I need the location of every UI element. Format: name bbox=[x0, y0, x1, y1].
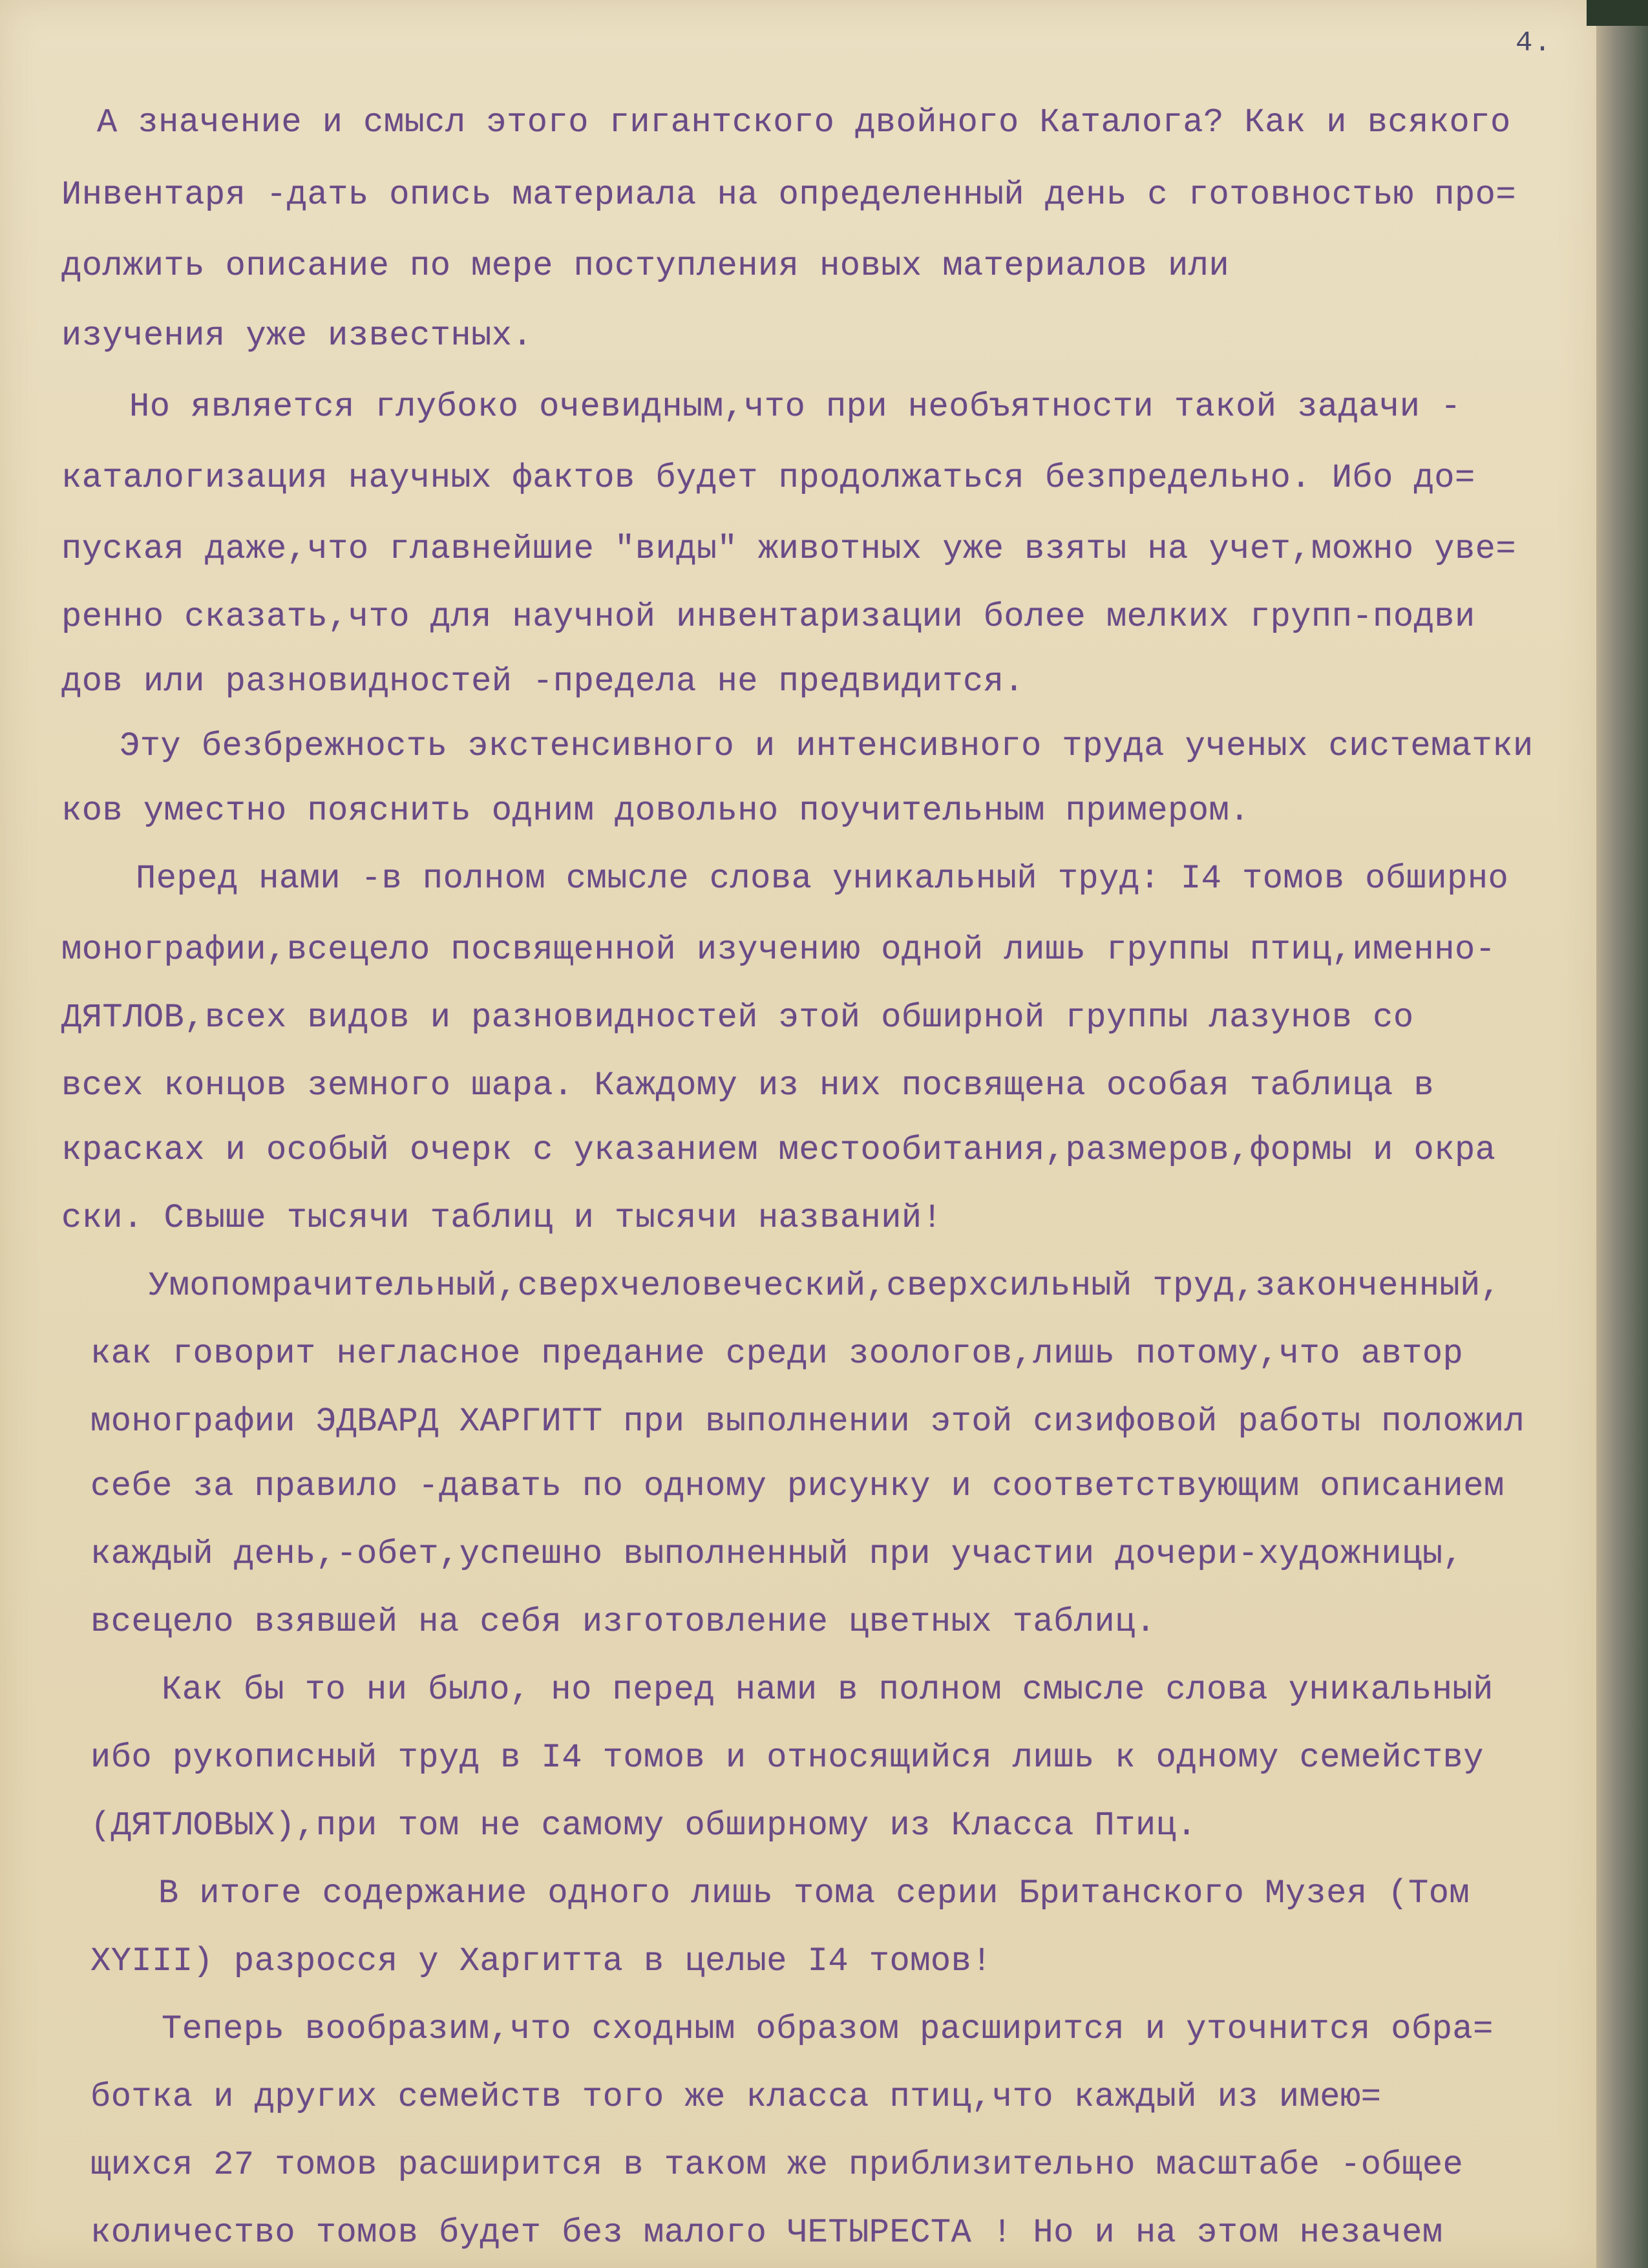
text-line: всецело взявшей на себя изготовление цветных таблиц. bbox=[90, 1603, 1156, 1641]
text-line: Теперь вообразим,что сходным образом расширится и уточнится обра= bbox=[162, 2010, 1494, 2048]
text-line: монографии,всецело посвященной изучению одной лишь группы птиц,именно- bbox=[61, 931, 1496, 969]
text-line: А значение и смысл этого гигантского двойного Каталога? Как и всякого bbox=[97, 103, 1511, 142]
text-line: дов или разновидностей -предела не предвидится. bbox=[61, 662, 1025, 701]
text-line: Эту безбрежность экстенсивного и интенсивного труда ученых систематки bbox=[120, 727, 1534, 765]
text-line: каждый день,-обет,успешно выполненный при участии дочери-художницы, bbox=[90, 1535, 1464, 1573]
text-line: Инвентаря -дать опись материала на определенный день с готовностью про= bbox=[61, 176, 1517, 214]
text-line: Как бы то ни было, но перед нами в полном смысле слова уникальный bbox=[162, 1671, 1494, 1709]
text-line: В итоге содержание одного лишь тома серии Британского Музея (Том bbox=[158, 1874, 1470, 1913]
text-line: изучения уже известных. bbox=[61, 317, 533, 355]
page-edge-shadow bbox=[1596, 0, 1648, 2268]
text-line: (ДЯТЛОВЫХ),при том не самому обширному из Класса Птиц. bbox=[90, 1807, 1198, 1845]
text-line: всех концов земного шара. Каждому из них посвящена особая таблица в bbox=[61, 1066, 1435, 1105]
text-line: количество томов будет без малого ЧЕТЫРЕСТА ! Но и на этом незачем bbox=[90, 2214, 1443, 2252]
text-line: ботка и других семейств того же класса птиц,что каждый из имею= bbox=[90, 2078, 1382, 2116]
text-line: себе за правило -давать по одному рисунку и соответствующим описанием bbox=[90, 1467, 1505, 1505]
text-line: ков уместно пояснить одним довольно поучительным примером. bbox=[61, 792, 1250, 830]
text-line: щихся 27 томов расширится в таком же приблизительно масштабе -общее bbox=[90, 2146, 1464, 2184]
text-line: ренно сказать,что для научной инвентаризации более мелких групп-подви bbox=[61, 598, 1475, 636]
text-line: пуская даже,что главнейшие "виды" животных уже взяты на учет,можно уве= bbox=[61, 530, 1517, 568]
page-number: 4. bbox=[1516, 27, 1552, 59]
text-line: Но является глубоко очевидным,что при необъятности такой задачи - bbox=[129, 388, 1461, 426]
text-line: Умопомрачительный,сверхчеловеческий,сверхсильный труд,законченный, bbox=[149, 1267, 1501, 1305]
text-line: монографии ЭДВАРД ХАРГИТТ при выполнении этой сизифовой работы положил bbox=[90, 1403, 1525, 1441]
text-line: ибо рукописный труд в I4 томов и относящийся лишь к одному семейству bbox=[90, 1739, 1484, 1777]
text-line: каталогизация научных фактов будет продолжаться безпредельно. Ибо до= bbox=[61, 459, 1475, 497]
text-line: как говорит негласное предание среди зоологов,лишь потому,что автор bbox=[90, 1335, 1464, 1373]
text-line: красках и особый очерк с указанием местообитания,размеров,формы и окра bbox=[61, 1131, 1496, 1169]
text-line: XYIII) разросся у Харгитта в целые I4 томов! bbox=[90, 1942, 993, 1980]
text-line: ски. Свыше тысячи таблиц и тысячи названий! bbox=[61, 1199, 943, 1237]
text-line: должить описание по мере поступления новых материалов или bbox=[61, 247, 1230, 285]
text-line: ДЯТЛОВ,всех видов и разновидностей этой обширной группы лазунов со bbox=[61, 999, 1414, 1037]
text-line: Перед нами -в полном смысле слова уникальный труд: I4 томов обширно bbox=[136, 860, 1509, 898]
